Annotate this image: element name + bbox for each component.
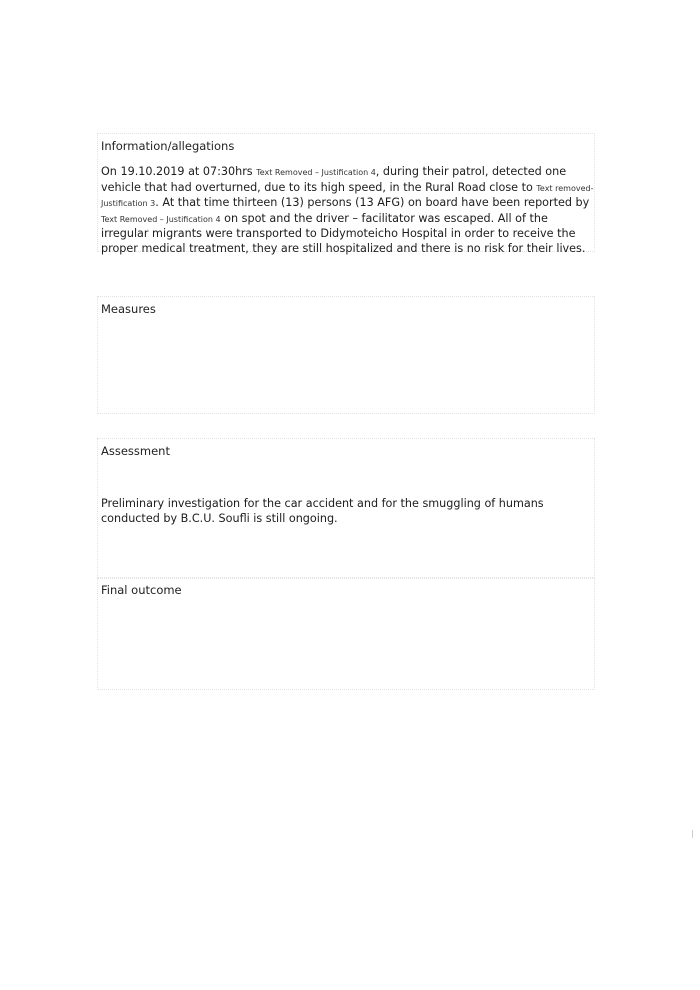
redaction-note: Text Removed – Justification 4: [256, 168, 376, 177]
section-title-measures: Measures: [101, 302, 156, 316]
information-allegations-section: [97, 133, 595, 255]
section-title-information: Information/allegations: [101, 139, 235, 153]
final-outcome-section: [97, 578, 595, 690]
info-text-2: , during their patrol, detected one vehicle that had overturned, due to its high speed, in the Rural Road close to: [101, 165, 567, 194]
section-title-final-outcome: Final outcome: [101, 583, 182, 597]
redaction-note: Text Removed – Justification 4: [101, 214, 221, 224]
information-body: [101, 165, 595, 257]
info-text-1: On 19.10.2019 at 07:30hrs: [101, 165, 257, 178]
section-title-assessment: Assessment: [101, 444, 170, 458]
scan-artifact: [692, 830, 693, 838]
redaction-note: Text removed-Justification 3: [101, 183, 594, 209]
assessment-section: [97, 438, 595, 578]
assessment-body: [101, 497, 595, 526]
measures-section: [97, 296, 595, 414]
info-text-4: on spot and the driver – facilitator was escaped. All of the irregular migrants were transported to Didymoteicho Hospital in order to receive the proper medical treatment, they are still hospitalized and there is no risk for their lives.: [101, 211, 586, 255]
assessment-text: Preliminary investigation for the car accident and for the smuggling of humans conducted by B.C.U. Soufli is still ongoing.: [101, 497, 544, 525]
info-text-3: . At that time thirteen (13) persons (13 AFG) on board have been reported by: [155, 196, 590, 210]
